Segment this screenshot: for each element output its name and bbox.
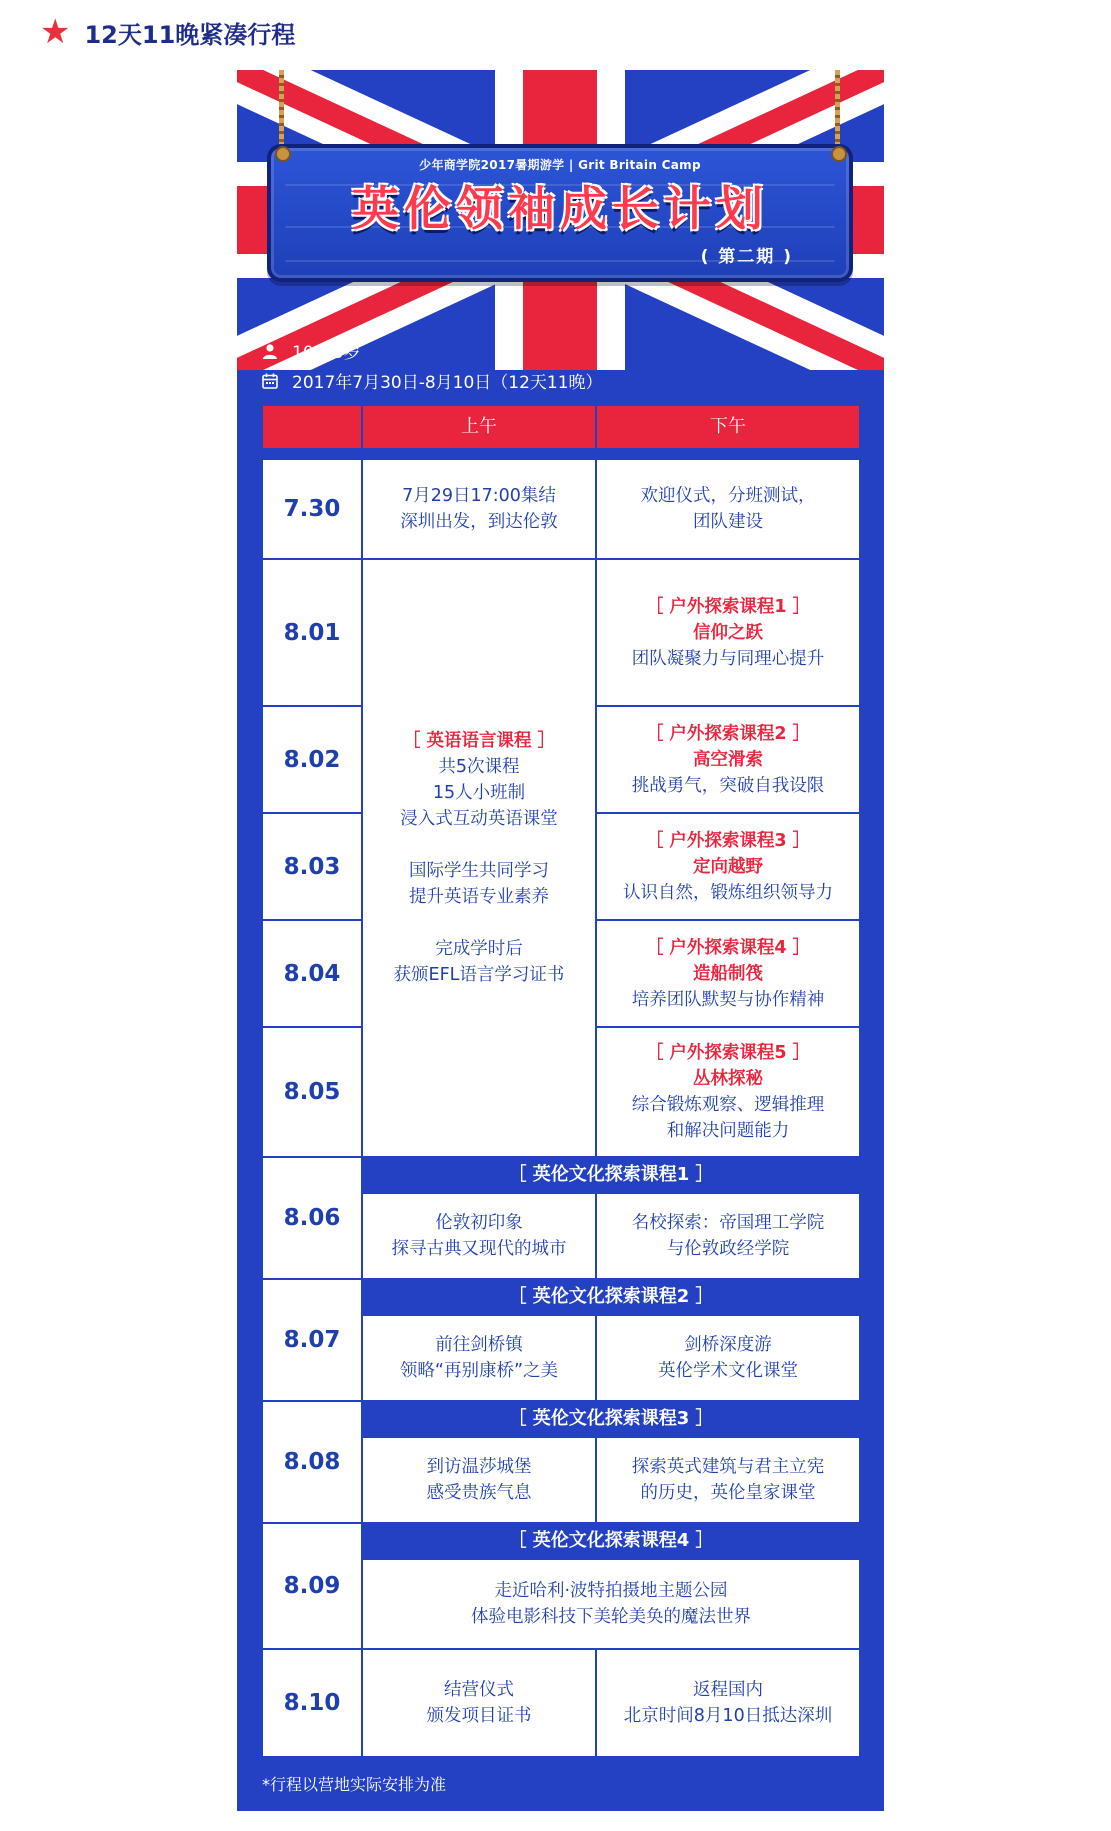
header-afternoon: 下午: [597, 406, 859, 448]
date-cell: 8.09: [263, 1524, 361, 1648]
full-day-cell: 走近哈利·波特拍摄地主题公园 体验电影科技下美轮美奂的魔法世界: [363, 1560, 859, 1648]
knot-icon: [831, 146, 847, 162]
poster-title: 英伦领袖成长计划: [352, 182, 768, 237]
star-icon: ★: [40, 12, 71, 52]
schedule-table: [263, 406, 859, 1756]
culture-course-banner: ［ 英伦文化探索课程3 ］: [363, 1402, 859, 1436]
pm-cell: ［ 户外探索课程4 ］ 造船制筏 培养团队默契与协作精神: [597, 921, 859, 1026]
title-sign: [267, 144, 853, 282]
pm-cell: 欢迎仪式，分班测试， 团队建设: [597, 460, 859, 558]
pm-cell: ［ 户外探索课程2 ］ 高空滑索 挑战勇气，突破自我设限: [597, 707, 859, 812]
person-icon: [262, 343, 278, 359]
am-cell: 到访温莎城堡 感受贵族气息: [363, 1438, 595, 1522]
pm-cell: ［ 户外探索课程5 ］ 丛林探秘 综合锻炼观察、逻辑推理 和解决问题能力: [597, 1028, 859, 1156]
date-cell: 8.05: [263, 1028, 361, 1156]
date-cell: 8.04: [263, 921, 361, 1026]
pm-cell: ［ 户外探索课程1 ］ 信仰之跃 团队凝聚力与同理心提升: [597, 560, 859, 705]
culture-course-banner: ［ 英伦文化探索课程4 ］: [363, 1524, 859, 1558]
pm-cell: 剑桥深度游 英伦学术文化课堂: [597, 1316, 859, 1400]
poster-subtitle: 少年商学院2017暑期游学 | Grit Britain Camp: [419, 158, 701, 172]
date-cell: 8.02: [263, 707, 361, 812]
calendar-icon: [262, 373, 278, 389]
am-cell: 前往剑桥镇 领略“再别康桥”之美: [363, 1316, 595, 1400]
trip-dates: 2017年7月30日-8月10日（12天11晚）: [292, 373, 603, 393]
page-title: 12天11晚紧凑行程: [84, 20, 296, 49]
rope-left: [279, 70, 284, 154]
pm-cell: ［ 户外探索课程3 ］ 定向越野 认识自然，锻炼组织领导力: [597, 814, 859, 919]
date-cell: 8.10: [263, 1650, 361, 1756]
page-header: [40, 12, 295, 52]
culture-course-banner: ［ 英伦文化探索课程1 ］: [363, 1158, 859, 1192]
pm-cell: 返程国内 北京时间8月10日抵达深圳: [597, 1650, 859, 1756]
itinerary-poster: [237, 70, 884, 1811]
age-range: 10–15岁: [292, 343, 361, 363]
culture-course-banner: ［ 英伦文化探索课程2 ］: [363, 1280, 859, 1314]
poster-edition: ( 第二期 ): [700, 247, 793, 267]
date-cell: 8.07: [263, 1280, 361, 1400]
am-cell: 结营仪式 颁发项目证书: [363, 1650, 595, 1756]
header-morning: 上午: [363, 406, 595, 448]
am-cell: 伦敦初印象 探寻古典又现代的城市: [363, 1194, 595, 1278]
date-cell: 7.30: [263, 460, 361, 558]
knot-icon: [275, 146, 291, 162]
rope-right: [835, 70, 840, 154]
date-cell: 8.01: [263, 560, 361, 705]
am-cell: 7月29日17:00集结 深圳出发，到达伦敦: [363, 460, 595, 558]
pm-cell: 名校探索：帝国理工学院 与伦敦政经学院: [597, 1194, 859, 1278]
pm-cell: 探索英式建筑与君主立宪 的历史，英伦皇家课堂: [597, 1438, 859, 1522]
date-info: [262, 368, 603, 393]
date-cell: 8.06: [263, 1158, 361, 1278]
date-cell: 8.03: [263, 814, 361, 919]
date-cell: 8.08: [263, 1402, 361, 1522]
language-course-cell: ［ 英语语言课程 ］ 共5次课程 15人小班制 浸入式互动英语课堂 国际学生共同学习 提升英语专业素养 完成学时后 获颁EFL语言学习证书: [363, 560, 595, 1156]
footnote: *行程以营地实际安排为准: [262, 1775, 447, 1794]
header-blank: [263, 406, 361, 448]
age-info: [262, 338, 361, 363]
